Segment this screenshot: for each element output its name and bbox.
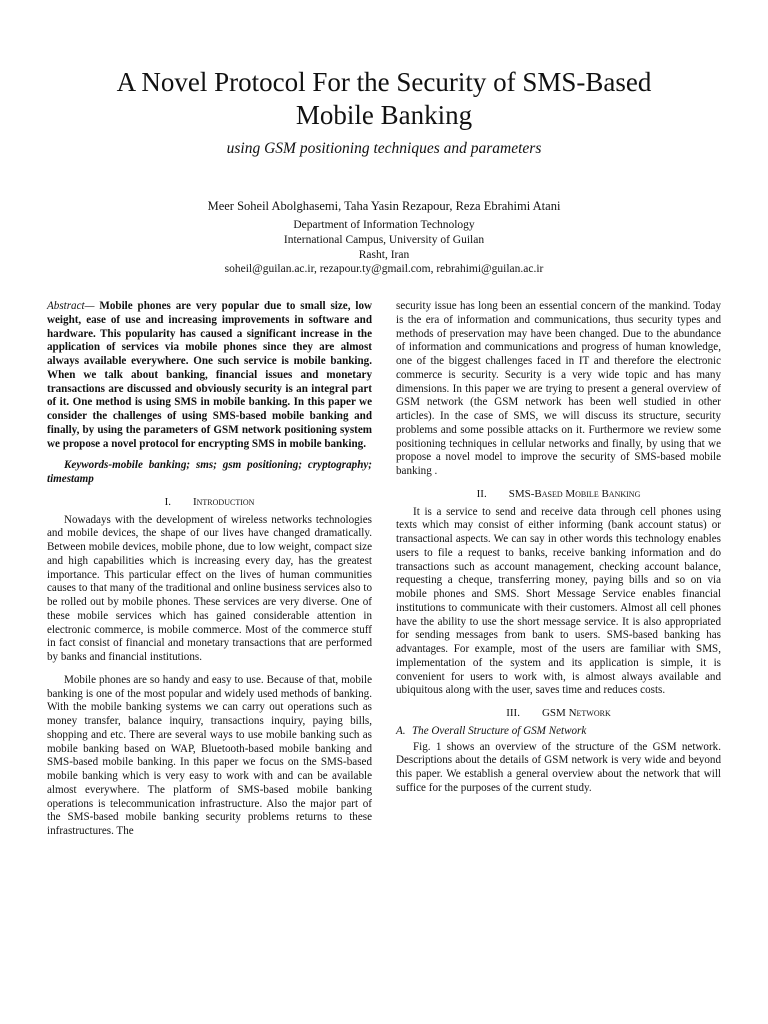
author-list: Meer Soheil Abolghasemi, Taha Yasin Rezapour, Reza Ebrahimi Atani [207,199,561,213]
keywords: Keywords-mobile banking; sms; gsm positioning; cryptography; timestamp [47,459,372,485]
affiliation-city: Rasht, Iran [358,249,410,261]
subsection-letter: A. [396,724,406,737]
section-title: GSM Network [541,707,611,719]
gsm-paragraph-1: Fig. 1 shows an overview of the structure of the GSM network. Descriptions about the details of GSM network is very wide and beyond this paper. We establish a general overview about the network that will suffice for the purposes of the current study. [396,740,721,794]
subsection-title: The Overall Structure of GSM Network [412,724,587,737]
section-number: III. [506,707,520,719]
intro-paragraph-2: Mobile phones are so handy and easy to use. Because of that, mobile banking is one of the most popular and widely used methods of banking. With the mobile banking systems we can carry out operations such as money transfer, balance inquiry, transactions inquiry, paying bills, shopping and etc. There are several ways to use mobile banking such as mobile banking based on WAP, Bluetooth-based mobile banking and SMS-based mobile banking. In this paper we focus on the SMS-based mobile banking which is very easy to work with and can be available almost everywhere. The platform of SMS-based mobile banking operations is telecommunication infrastructure. Also the major part of the SMS-based mobile banking security problems returns to these infrastructures. The [47,673,372,837]
abstract [47,300,372,451]
intro-paragraph-1: Nowadays with the development of wireless networks technologies and mobile devices, the shape of our lives have changed dramatically. Between mobile devices, mobile phone, due to low weight, compact size and high capabilities which is increasing every day, has the greatest importance. This particular effect on the lives of human communities causes to that many of the traditional and online business services also to be rolled out by mobile phones. These services are very diverse. One of these mobile services which has gained considerable attention in electronic commerce, is mobile commerce. Most of the commerce stuff in fact consist of financial and monetary transactions that are performed by banks and financial institutions. [47,513,372,663]
section-title: SMS-Based Mobile Banking [508,487,641,500]
intro-paragraph-3: security issue has long been an essential concern of the mankind. Today is the era of information and communications, thus security types and methods of preservation may have been changed. Due to the abundance of information and communications and progress of human knowledge, one of the biggest challenges faced in IT and therefore the electronic commerce is security. Security is a very wide topic and has many dimensions. In this paper we are trying to present a general overview of GSM network (the GSM network has been well studied in other articles). In the case of SMS, we will discuss its structure, security problems and some possible attacks on it. Furthermore we review some positioning techniques in cellular networks and finally, by using that we propose a novel model to improve the security of SMS-based mobile banking . [396,300,721,477]
section-heading-sms-banking [396,488,721,502]
paper-title-line-2: Mobile Banking [295,100,473,130]
left-column [47,300,372,839]
subsection-heading-gsm-structure [396,725,721,739]
right-column [396,300,721,796]
affiliation-department: Department of Information Technology [293,219,475,231]
paper-subtitle: using GSM positioning techniques and parameters [226,140,542,157]
abstract-label: Abstract— [47,300,95,312]
section-heading-gsm-network [396,707,721,721]
affiliation-campus: International Campus, University of Guilan [283,234,485,246]
section-number: I. [164,495,171,508]
paper-title [40,66,728,132]
abstract-text: Mobile phones are very popular due to small size, low weight, ease of use and increasing improvements in software and hardware. This popularity has caused a significant increase in the application of services via mobile phones since they are almost always available everywhere. One such service is mobile banking. When we talk about banking, financial issues and monetary transactions are discussed and obviously security is an integral part of it. One method is using SMS in mobile banking. In this paper we consider the challenges of using SMS-based mobile banking and finally, by using the parameters of GSM network positioning system we propose a novel protocol for encrypting SMS in mobile banking. [47,300,373,450]
section-heading-introduction [47,496,372,510]
sms-paragraph-1: It is a service to send and receive data through cell phones using texts which may consist of either informing (bank account status) or transactional aspects. We can say in other words this technology enables users to file a request to banks, receive banking information and do transactions such as account management, checking account balance, requesting a cheque, transferring money, paying bills and so on via mobile phones and SMS. Short Message Service enables financial institutions to communicate with their customers. Almost all cell phones have the ability to use the short message service. It is also appropriated for sending messages from bank to users. SMS-based banking has advantages. For example, most of the users are familiar with SMS, implementation of the system and its application is simple, it is convenient for users to work with, is almost always available and ubiquitous along with the user, saves time and reduces costs. [396,505,721,697]
author-emails: soheil@guilan.ac.ir, rezapour.ty@gmail.com, rebrahimi@guilan.ac.ir [224,263,544,275]
section-title: Introduction [192,495,255,508]
paper-title-line-1: A Novel Protocol For the Security of SMS-Based [116,67,652,97]
section-number: II. [476,487,487,500]
